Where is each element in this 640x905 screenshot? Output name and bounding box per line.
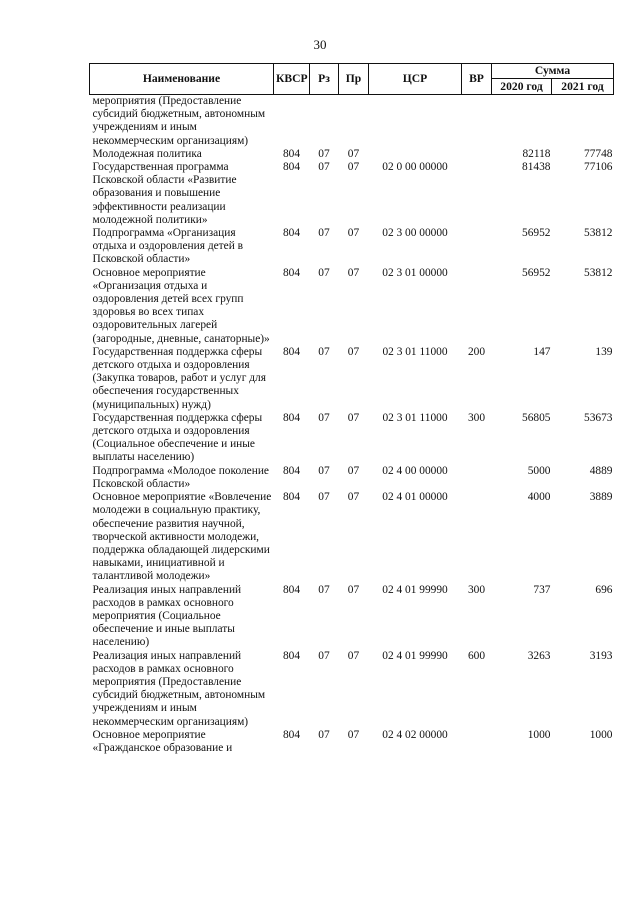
row-vr-cell: 300 [467, 583, 486, 596]
row-sum-2021-cell: 77106 [584, 161, 613, 174]
row-kvsr-cell: 804 [282, 464, 301, 477]
row-kvsr-cell: 804 [282, 728, 301, 741]
row-vr-cell: 200 [467, 345, 486, 358]
row-name-cell: Подпрограмма «Молодое поколение Псковской области» [92, 464, 269, 490]
row-vr-cell [462, 267, 492, 346]
row-rz-cell: 07 [318, 161, 330, 174]
row-vr-cell: 600 [467, 649, 486, 662]
table-body [90, 95, 614, 756]
row-rz-cell: 07 [318, 345, 330, 358]
table-row [90, 267, 614, 346]
table-row [90, 491, 614, 583]
row-vr-cell [462, 95, 492, 148]
table-row [90, 650, 614, 729]
row-kvsr-cell: 804 [282, 266, 301, 279]
row-sum-2021-cell: 139 [595, 345, 613, 358]
row-kvsr-cell: 804 [282, 649, 301, 662]
header-name: Наименование [90, 64, 274, 95]
header-year-2021: 2021 год [552, 79, 614, 95]
row-sum-2020-cell: 1000 [527, 728, 551, 741]
row-rz-cell: 07 [318, 411, 330, 424]
header-sum: Сумма [492, 64, 614, 79]
row-vr-cell [462, 161, 492, 227]
row-kvsr-cell: 804 [282, 227, 301, 240]
row-sum-2020-cell: 82118 [522, 147, 551, 160]
row-csr-cell: 02 4 00 00000 [382, 464, 448, 477]
header-csr: ЦСР [369, 64, 462, 95]
row-sum-2020-cell: 737 [533, 583, 551, 596]
row-pr-cell: 07 [347, 491, 360, 504]
row-sum-2020-cell: 147 [533, 345, 551, 358]
row-sum-2020-cell: 4000 [527, 491, 551, 504]
row-sum-2020-cell: 56952 [522, 227, 551, 240]
header-vr: ВР [462, 64, 492, 95]
row-rz-cell: 07 [318, 728, 330, 741]
header-kvsr: КВСР [274, 64, 310, 95]
table-row [90, 161, 614, 227]
row-name-cell: Основное мероприятие «Вовлечение молодежи в социальную практику, обеспечение развития научной, творческой активности молодежи, поддержка обладающей лидерскими навыками, инициативной и талантливой молодежи» [92, 491, 272, 583]
row-vr-cell: 300 [467, 411, 486, 424]
row-csr-cell: 02 3 01 11000 [382, 345, 448, 358]
row-sum-2021-cell: 4889 [589, 464, 613, 477]
row-sum-2021-cell: 3193 [589, 649, 613, 662]
row-csr-cell: 02 0 00 00000 [382, 161, 448, 174]
row-vr-cell [462, 227, 492, 267]
row-sum-2020-cell: 5000 [527, 464, 551, 477]
row-rz-cell: 07 [318, 583, 330, 596]
row-kvsr-cell: 804 [282, 411, 301, 424]
row-sum-2021-cell: 53812 [584, 266, 613, 279]
row-pr-cell: 07 [347, 227, 360, 240]
row-pr-cell: 07 [347, 161, 360, 174]
row-rz-cell [310, 95, 339, 148]
table-row [90, 148, 614, 161]
table-row [90, 95, 614, 148]
row-sum-2021-cell: 3889 [589, 491, 613, 504]
budget-table [89, 63, 614, 755]
header-pr: Пр [339, 64, 369, 95]
row-kvsr-cell [274, 95, 310, 148]
row-pr-cell: 07 [347, 266, 360, 279]
row-pr-cell: 07 [347, 728, 360, 741]
table-row [90, 729, 614, 755]
row-rz-cell: 07 [318, 464, 330, 477]
row-pr-cell: 07 [347, 345, 360, 358]
row-rz-cell: 07 [318, 266, 330, 279]
row-csr-cell: 02 4 01 99990 [382, 649, 448, 662]
row-rz-cell: 07 [318, 491, 330, 504]
row-csr-cell: 02 4 01 99990 [382, 583, 448, 596]
row-pr-cell: 07 [347, 583, 360, 596]
row-vr-cell [462, 729, 492, 755]
row-vr-cell [462, 491, 492, 583]
row-name-cell: Государственная поддержка сферы детского отдыха и оздоровления (Социальное обеспечение и иные выплаты населению) [92, 411, 263, 464]
row-name-cell: Основное мероприятие «Организация отдыха и оздоровления детей всех групп здоровья во всех типах оздоровительных лагерей (загородные, дневные, санаторные)» [92, 266, 270, 345]
row-csr-cell: 02 3 01 00000 [382, 266, 448, 279]
row-kvsr-cell: 804 [282, 491, 301, 504]
row-sum-2020-cell: 56952 [522, 266, 551, 279]
table-row [90, 412, 614, 465]
row-sum-2021-cell: 696 [595, 583, 613, 596]
table-row [90, 584, 614, 650]
table-header [90, 64, 614, 95]
row-name-cell: Реализация иных направлений расходов в рамках основного мероприятия (Предоставление субсидий бюджетным, автономным учреждениям и иным некоммерческим организациям) [92, 649, 266, 728]
row-name-cell: Молодежная политика [92, 147, 202, 160]
row-name-cell: Подпрограмма «Организация отдыха и оздоровления детей в Псковской области» [92, 227, 244, 266]
row-name-cell: Государственная поддержка сферы детского отдыха и оздоровления (Закупка товаров, работ и услуг для обеспечения государственных (муниципальных) нужд) [92, 345, 266, 411]
row-pr-cell: 07 [347, 464, 360, 477]
row-name-cell: Реализация иных направлений расходов в рамках основного мероприятия (Социальное обеспечение и иные выплаты населению) [92, 583, 242, 649]
row-rz-cell: 07 [318, 227, 330, 240]
row-kvsr-cell: 804 [282, 147, 301, 160]
row-rz-cell: 07 [318, 649, 330, 662]
row-pr-cell: 07 [347, 411, 360, 424]
row-kvsr-cell: 804 [282, 161, 301, 174]
row-sum-2021-cell [552, 95, 614, 148]
row-name-cell: Государственная программа Псковской области «Развитие образования и повышение эффективности реализации молодежной политики» [92, 161, 237, 226]
row-pr-cell [339, 95, 369, 148]
row-sum-2021-cell: 1000 [589, 728, 613, 741]
row-sum-2020-cell: 81438 [522, 161, 551, 174]
row-name-cell: мероприятия (Предоставление субсидий бюджетным, автономным учреждениям и иным некоммерческим организациям) [92, 95, 266, 147]
table-row [90, 346, 614, 412]
row-sum-2020-cell [492, 95, 552, 148]
header-year-2020: 2020 год [492, 79, 552, 95]
row-sum-2021-cell: 53673 [584, 411, 613, 424]
row-rz-cell: 07 [318, 147, 330, 160]
row-csr-cell: 02 4 02 00000 [382, 728, 448, 741]
row-vr-cell [462, 148, 492, 161]
row-pr-cell: 07 [347, 649, 360, 662]
header-rz: Рз [310, 64, 339, 95]
row-csr-cell: 02 4 01 00000 [382, 491, 448, 504]
row-csr-cell: 02 3 00 00000 [382, 227, 448, 240]
row-vr-cell [462, 465, 492, 491]
row-name-cell: Основное мероприятие «Гражданское образование и [92, 728, 233, 754]
row-sum-2020-cell: 3263 [527, 649, 551, 662]
row-sum-2021-cell: 53812 [584, 227, 613, 240]
row-csr-cell [369, 148, 462, 161]
row-pr-cell: 07 [347, 147, 360, 160]
page-number: 30 [313, 37, 327, 52]
table-row [90, 465, 614, 491]
row-sum-2021-cell: 77748 [584, 147, 613, 160]
row-kvsr-cell: 804 [282, 345, 301, 358]
row-csr-cell: 02 3 01 11000 [382, 411, 448, 424]
row-sum-2020-cell: 56805 [522, 411, 551, 424]
row-kvsr-cell: 804 [282, 583, 301, 596]
table-row [90, 227, 614, 267]
row-csr-cell [369, 95, 462, 148]
